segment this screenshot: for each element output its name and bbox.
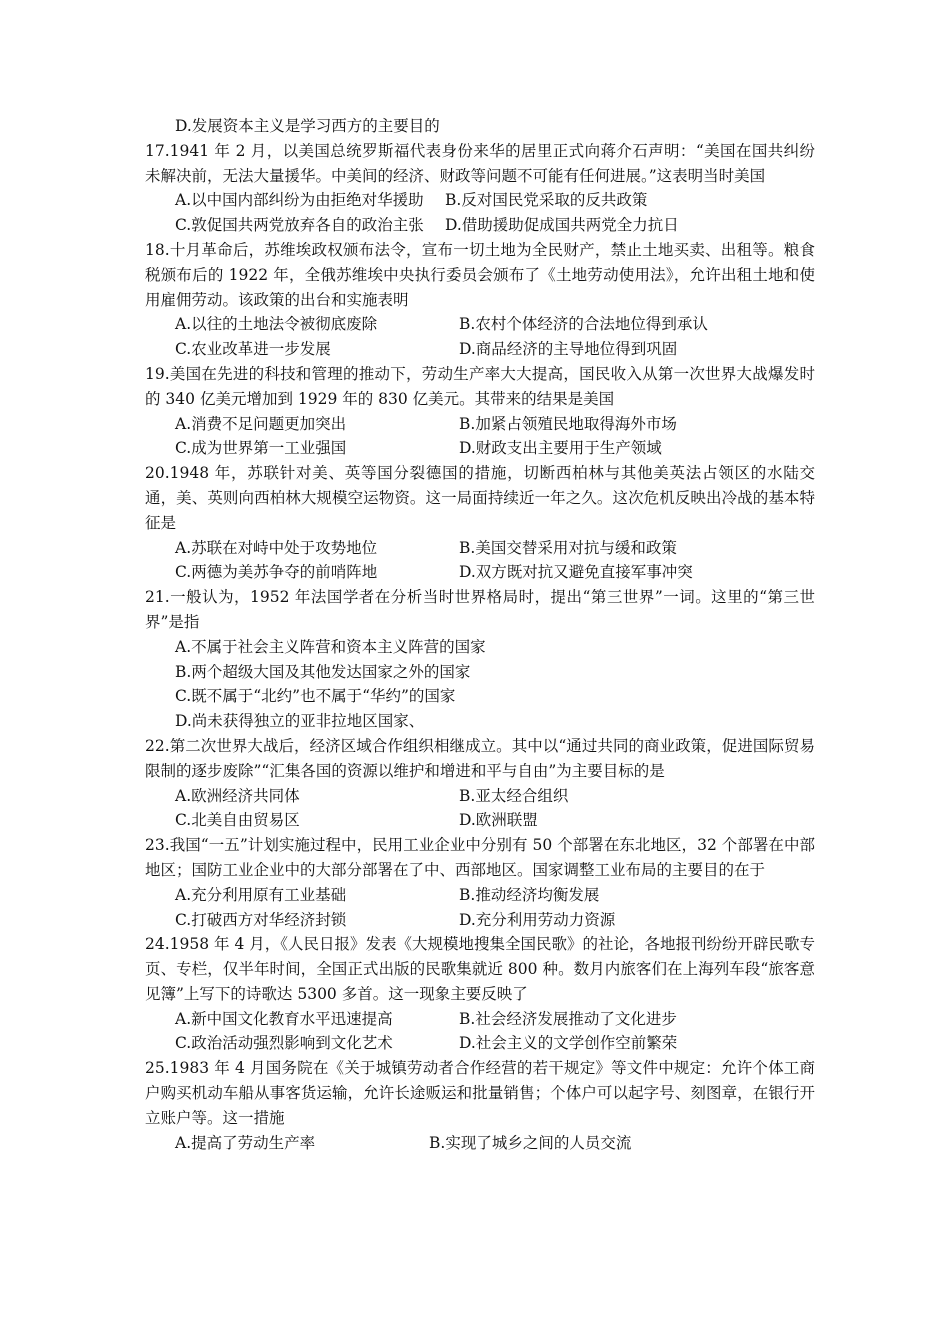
answer-option: C.北美自由贸易区 xyxy=(175,811,300,830)
answer-option-row xyxy=(145,213,815,238)
question-stem: 22.第二次世界大战后，经济区域合作组织相继成立。其中以“通过共同的商业政策，促进国际贸易限制的逐步废除”“汇集各国的资源以维护和增进和平与自由”为主要目标的是 xyxy=(145,736,815,780)
answer-option-row xyxy=(145,536,815,561)
question-stem: 17.1941 年 2 月，以美国总统罗斯福代表身份来华的居里正式向蒋介石声明：“美国在国共纠纷未解决前，无法大量援华。中美间的经济、财政等问题不可能有任何进展。”这表明当时美国 xyxy=(145,141,815,185)
answer-option: A.消费不足问题更加突出 xyxy=(175,414,347,433)
question-stem: 20.1948 年，苏联针对美、英等国分裂德国的措施，切断西柏林与其他美英法占领区的水陆交通，美、英则向西柏林大规模空运物资。这一局面持续近一年之久。这次危机反映出冷战的基本特征是 xyxy=(145,464,815,532)
question-stem: 23.我国“一五”计划实施过程中，民用工业企业中分别有 50 个部署在东北地区，32 个部署在中部地区；国防工业企业中的大部分部署在了中、西部地区。国家调整工业布局的主要目的在于 xyxy=(145,836,815,879)
answer-option-row xyxy=(145,312,815,337)
answer-option: C.成为世界第一工业强国 xyxy=(175,439,347,458)
answer-option: B.亚太经合组织 xyxy=(459,786,569,805)
answer-option: A.不属于社会主义阵营和资本主义阵营的国家 xyxy=(175,637,486,656)
answer-option-row xyxy=(145,1131,815,1156)
answer-option: B.社会经济发展推动了文化进步 xyxy=(459,1009,677,1028)
answer-option: D.充分利用劳动力资源 xyxy=(459,910,616,929)
answer-option-row xyxy=(145,883,815,908)
answer-option: B.实现了城乡之间的人员交流 xyxy=(429,1133,632,1152)
answer-option: D.发展资本主义是学习西方的主要目的 xyxy=(175,117,440,135)
answer-option: C.政治活动强烈影响到文化艺术 xyxy=(175,1034,393,1053)
answer-option: B.反对国民党采取的反共政策 xyxy=(445,191,648,210)
question-stem: 24.1958 年 4 月，《人民日报》发表《大规模地搜集全国民歌》的社论，各地报刊纷纷开辟民歌专页、专栏，仅半年时间，全国正式出版的民歌集就近 800 种。数月内旅客们在上海列车段“旅客意见簿”上写下的诗歌达 5300 多首。这一现象主要反映了 xyxy=(145,935,815,1003)
answer-option-row xyxy=(145,808,815,833)
answer-option-row xyxy=(145,1007,815,1032)
answer-option: B.推动经济均衡发展 xyxy=(459,885,600,904)
answer-option: B.农村个体经济的合法地位得到承认 xyxy=(459,315,708,334)
answer-option: D.欧洲联盟 xyxy=(459,811,538,830)
answer-option-row xyxy=(145,784,815,809)
answer-option: A.以往的土地法令被彻底废除 xyxy=(175,315,378,334)
answer-option: B.美国交替采用对抗与缓和政策 xyxy=(459,538,677,557)
answer-option: A.以中国内部纠纷为由拒绝对华援助 xyxy=(175,191,424,210)
answer-option: D.尚未获得独立的亚非拉地区国家、 xyxy=(175,712,425,731)
answer-option: C.两德为美苏争夺的前哨阵地 xyxy=(175,563,378,582)
answer-option: D.双方既对抗又避免直接军事冲突 xyxy=(459,563,693,582)
answer-option: B.两个超级大国及其他发达国家之外的国家 xyxy=(175,662,471,681)
answer-option: D.商品经济的主导地位得到巩固 xyxy=(459,340,678,359)
answer-option-row xyxy=(145,1031,815,1056)
answer-option-row xyxy=(145,188,815,213)
question-stem: 19.美国在先进的科技和管理的推动下，劳动生产率大大提高，国民收入从第一次世界大战爆发时的 340 亿美元增加到 1929 年的 830 亿美元。其带来的结果是美国 xyxy=(145,364,815,408)
answer-option: B.加紧占领殖民地取得海外市场 xyxy=(459,414,677,433)
answer-option: D.借助援助促成国共两党全力抗日 xyxy=(445,216,679,235)
answer-option: C.敦促国共两党放弃各自的政治主张 xyxy=(175,216,424,235)
answer-option: A.苏联在对峙中处于攻势地位 xyxy=(175,538,378,557)
answer-option: A.欧洲经济共同体 xyxy=(175,786,300,805)
answer-option-row xyxy=(145,908,815,933)
answer-option: D.财政支出主要用于生产领域 xyxy=(459,439,662,458)
answer-option: C.既不属于“北约”也不属于“华约”的国家 xyxy=(175,687,456,706)
answer-option: A.充分利用原有工业基础 xyxy=(175,885,347,904)
answer-option: A.新中国文化教育水平迅速提高 xyxy=(175,1009,393,1028)
answer-option-row xyxy=(145,560,815,585)
question-stem: 21.一般认为，1952 年法国学者在分析当时世界格局时，提出“第三世界”一词。这里的“第三世界”是指 xyxy=(145,588,815,631)
answer-option: C.打破西方对华经济封锁 xyxy=(175,910,347,929)
answer-option: C.农业改革进一步发展 xyxy=(175,340,331,359)
answer-option-row xyxy=(145,436,815,461)
question-stem: 25.1983 年 4 月国务院在《关于城镇劳动者合作经营的若干规定》等文件中规定：允许个体工商户购买机动车船从事客货运输，允许长途贩运和批量销售；个体户可以起字号、刻图章，在银行开立账户等。这一措施 xyxy=(145,1059,815,1127)
answer-option: D.社会主义的文学创作空前繁荣 xyxy=(459,1034,678,1053)
answer-option-row xyxy=(145,337,815,362)
answer-option-row xyxy=(145,412,815,437)
exam-page xyxy=(145,114,815,1155)
answer-option: A.提高了劳动生产率 xyxy=(175,1133,316,1152)
question-stem: 18.十月革命后，苏维埃政权颁布法令，宣布一切土地为全民财产，禁止土地买卖、出租等。粮食税颁布后的 1922 年，全俄苏维埃中央执行委员会颁布了《土地劳动使用法》，允许出租土地和使用雇佣劳动。该政策的出台和实施表明 xyxy=(145,240,815,309)
